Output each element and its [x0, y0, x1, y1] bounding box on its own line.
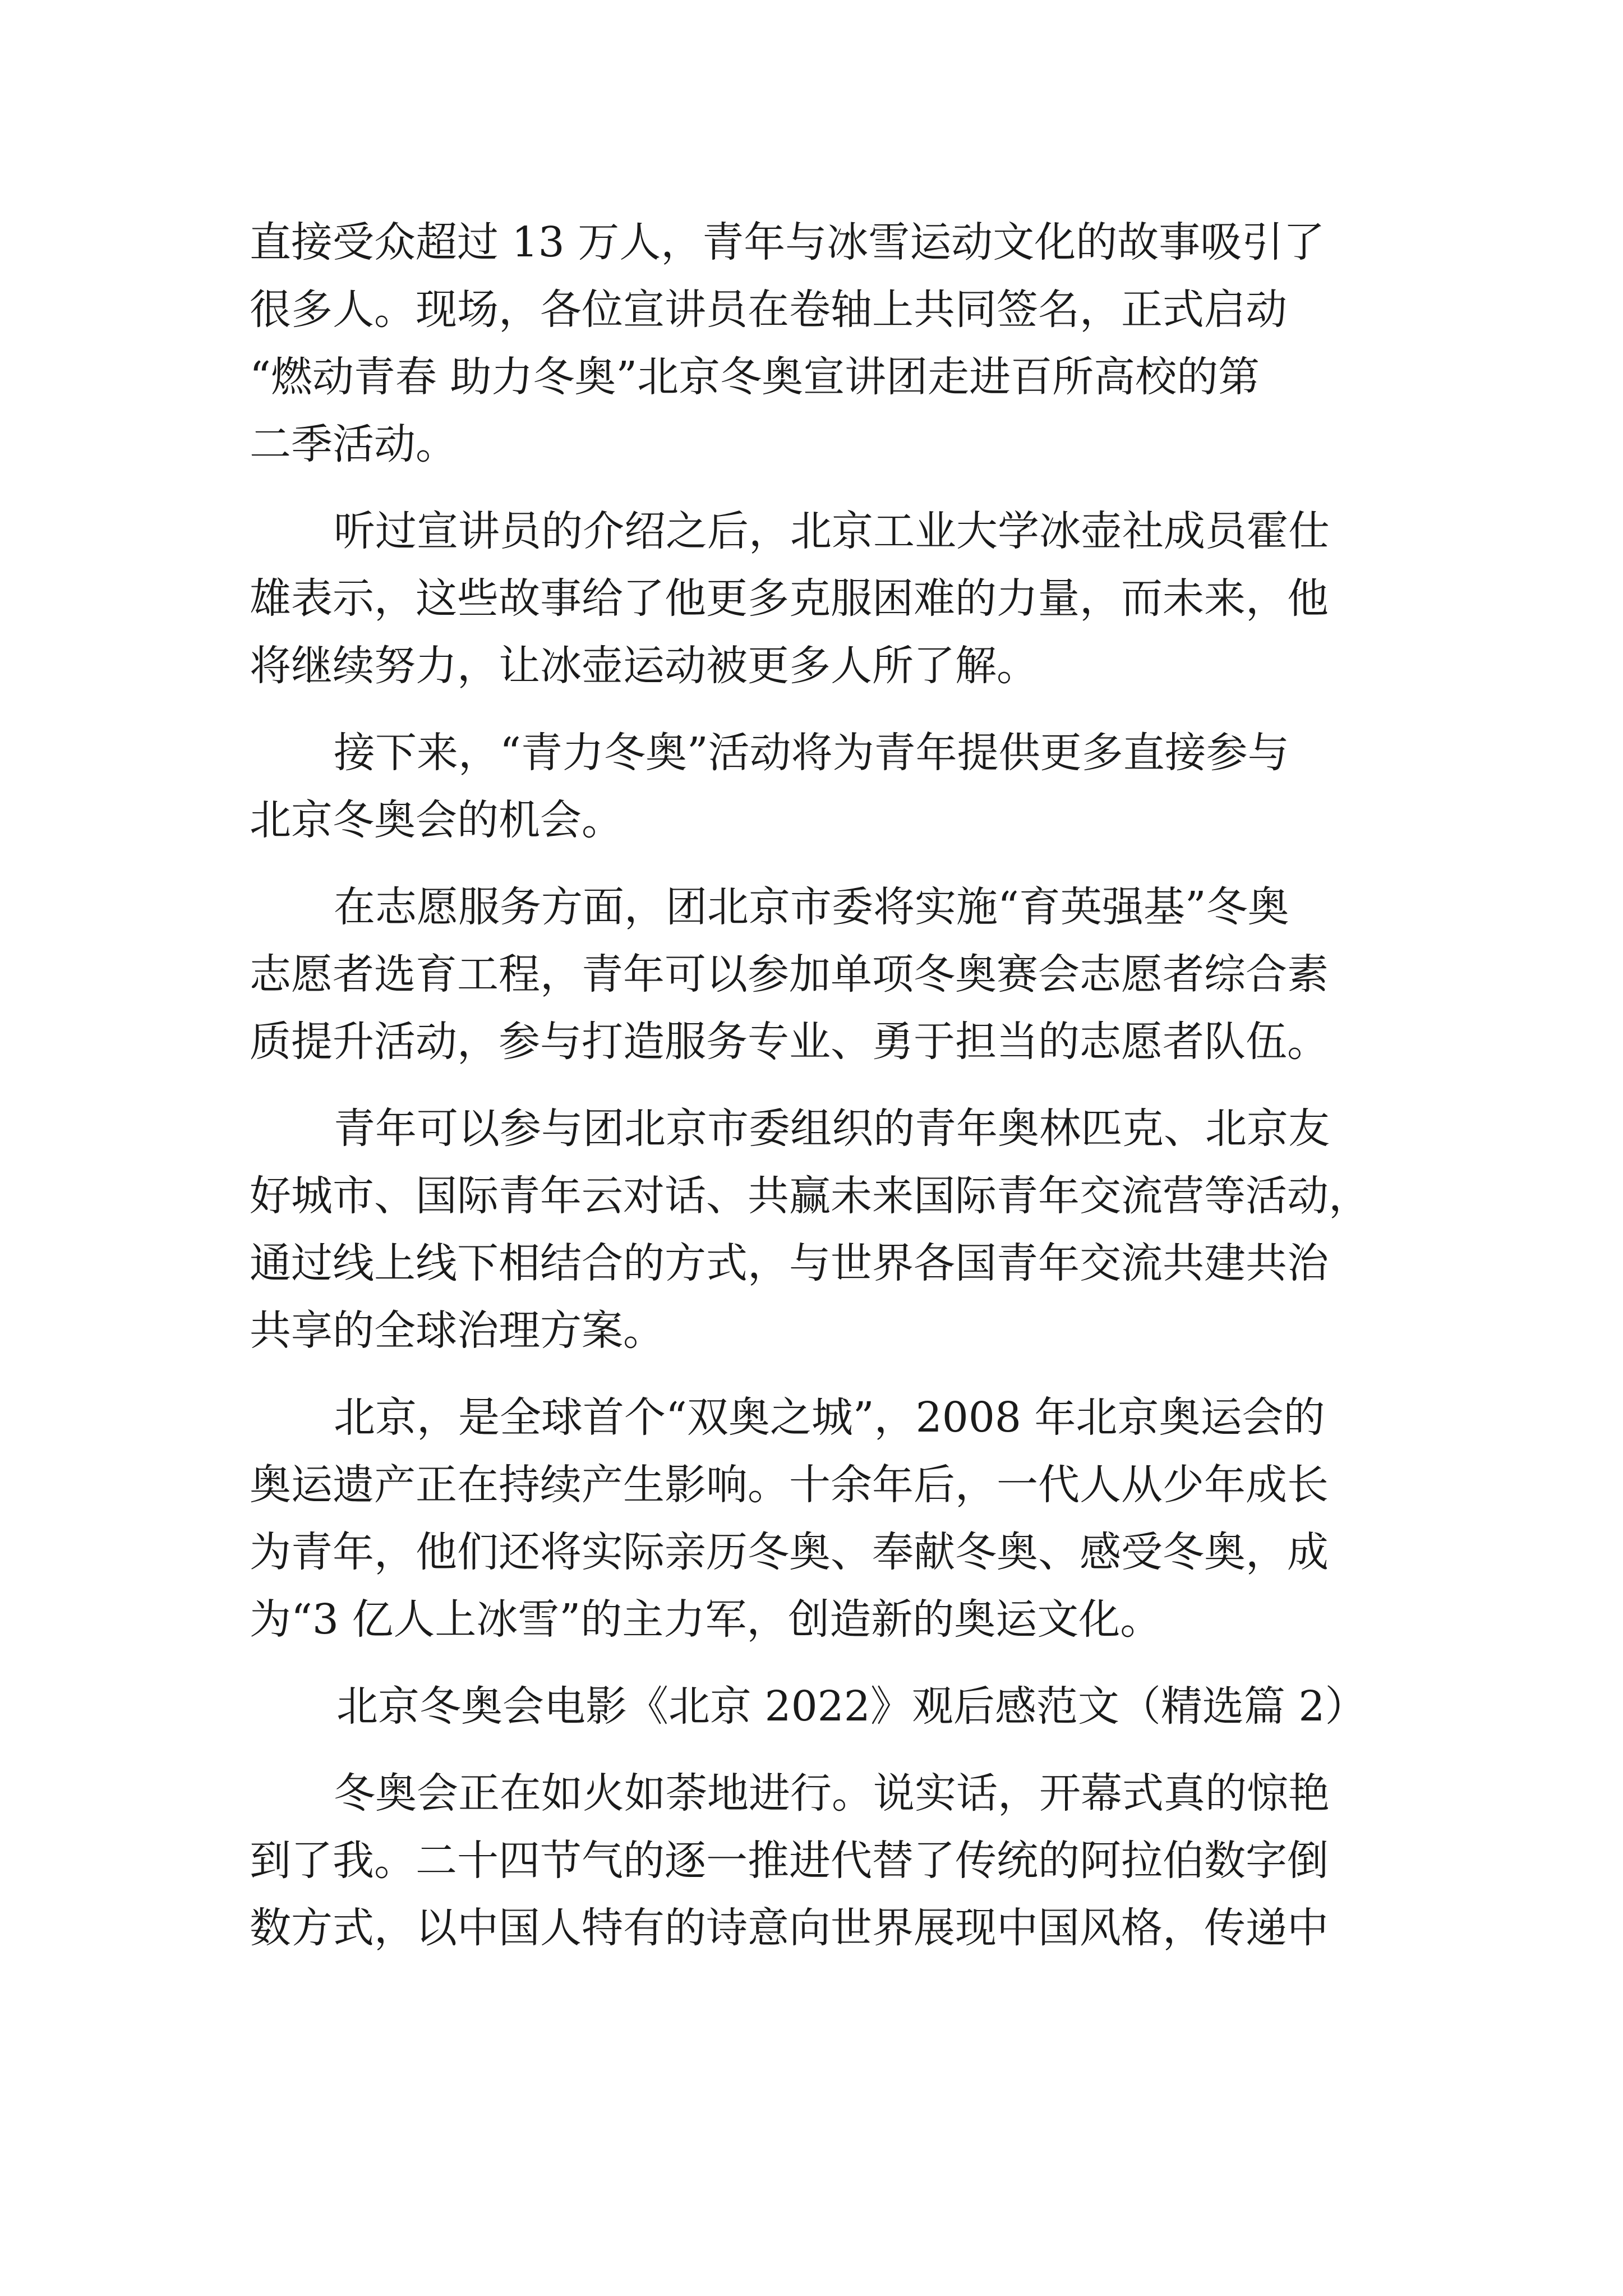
paragraph-2: [250, 498, 1385, 700]
paragraph-line: 接下来，“青力冬奥”活动将为青年提供更多直接参与: [334, 729, 1289, 777]
paragraph-line: 直接受众超过 13 万人，青年与冰雪运动文化的故事吸引了: [250, 218, 1325, 266]
section-heading: 北京冬奥会电影《北京 2022》观后感范文（精选篇 2）: [336, 1682, 1367, 1731]
paragraph-1: [250, 209, 1385, 478]
paragraph-line: 通过线上线下相结合的方式，与世界各国青年交流共建共治: [250, 1239, 1329, 1287]
paragraph-line: 听过宣讲员的介绍之后，北京工业大学冰壶社成员霍仕: [334, 507, 1330, 555]
paragraph-line: 北京冬奥会的机会。: [250, 796, 623, 844]
paragraph-line: 雄表示，这些故事给了他更多克服困难的力量，而未来，他: [250, 574, 1329, 623]
paragraph-line: 在志愿服务方面，团北京市委将实施“育英强基”冬奥: [334, 883, 1289, 931]
paragraph-line: 将继续努力，让冰壶运动被更多人所了解。: [250, 642, 1038, 690]
paragraph-line: “燃动青春 助力冬奥”北京冬奥宣讲团走进百所高校的第: [250, 353, 1260, 401]
paragraph-line: 奥运遗产正在持续产生影响。十余年后，一代人从少年成长: [250, 1461, 1329, 1509]
paragraph-line: 共享的全球治理方案。: [250, 1306, 665, 1355]
paragraph-line: 好城市、国际青年云对话、共赢未来国际青年交流营等活动，: [250, 1172, 1370, 1220]
section-title: [250, 1673, 1385, 1740]
paragraph-line: 冬奥会正在如火如荼地进行。说实话，开幕式真的惊艳: [334, 1769, 1330, 1818]
paragraph-line: 青年可以参与团北京市委组织的青年奥林匹克、北京友: [334, 1105, 1330, 1153]
paragraph-5: [250, 1095, 1385, 1364]
document-body: [250, 209, 1385, 1962]
paragraph-4: [250, 873, 1385, 1075]
paragraph-6: [250, 1384, 1385, 1653]
paragraph-line: 为“3 亿人上冰雪”的主力军，创造新的奥运文化。: [250, 1595, 1162, 1644]
paragraph-line: 很多人。现场，各位宣讲员在卷轴上共同签名，正式启动: [250, 286, 1287, 334]
paragraph-7: [250, 1760, 1385, 1962]
paragraph-line: 北京，是全球首个“双奥之城”，2008 年北京奥运会的: [334, 1393, 1325, 1442]
paragraph-line: 数方式，以中国人特有的诗意向世界展现中国风格，传递中: [250, 1904, 1329, 1952]
paragraph-line: 志愿者选育工程，青年可以参加单项冬奥赛会志愿者综合素: [250, 950, 1329, 999]
paragraph-line: 质提升活动，参与打造服务专业、勇于担当的志愿者队伍。: [250, 1018, 1329, 1066]
paragraph-line: 二季活动。: [250, 420, 457, 468]
paragraph-3: [250, 719, 1385, 854]
paragraph-line: 到了我。二十四节气的逐一推进代替了传统的阿拉伯数字倒: [250, 1837, 1329, 1885]
paragraph-line: 为青年，他们还将实际亲历冬奥、奉献冬奥、感受冬奥，成: [250, 1528, 1329, 1576]
